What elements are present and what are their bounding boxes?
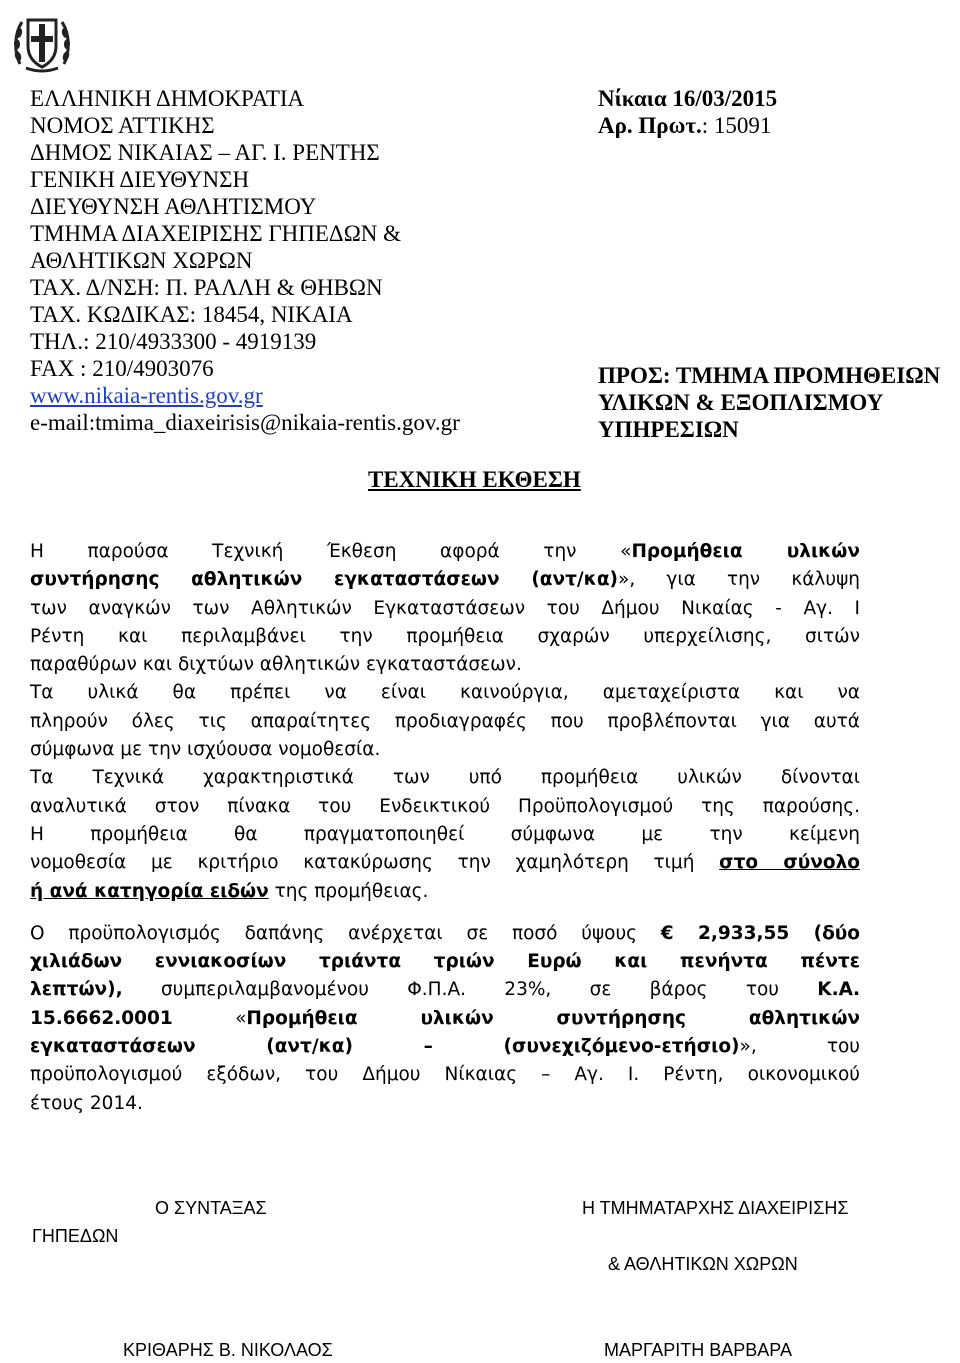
body-bold-text: Προμήθεια υλικών συντήρησης αθλητικών: [246, 1007, 860, 1029]
body-text: της προμήθειας.: [268, 880, 429, 902]
body-bold-text: συντήρησης αθλητικών εγκαταστάσεων (αντ/κα): [30, 569, 618, 591]
header-line: ΤΜΗΜΑ ΔΙΑΧΕΙΡΙΣΗΣ ΓΗΠΕΔΩΝ &: [30, 221, 402, 246]
body-underlined-text: ή ανά κατηγορία ειδών: [30, 880, 269, 902]
header-line: ΕΛΛΗΝΙΚΗ ΔΗΜΟΚΡΑΤΙΑ: [30, 86, 305, 111]
body-underlined-text: στο σύνολο: [719, 852, 861, 874]
signature-left-name: ΚΡΙΘΑΡΗΣ Β. ΝΙΚΟΛΑΟΣ: [123, 1340, 333, 1360]
signature-right-dept: & ΑΘΛΗΤΙΚΩΝ ΧΩΡΩΝ: [608, 1254, 798, 1274]
body-bold-text: € 2,933,55 (δύο: [660, 922, 860, 944]
body-text: Ο προϋπολογισμός δαπάνης ανέρχεται σε ποσό ύψους: [30, 922, 661, 944]
body-text: Τα υλικά θα πρέπει να είναι καινούργια, αμεταχείριστα και να: [30, 682, 860, 704]
header-line: ΔΗΜΟΣ ΝΙΚΑΙΑΣ – ΑΓ. Ι. ΡΕΝΤΗΣ: [30, 140, 380, 165]
body-text: Η παρούσα Τεχνική Έκθεση αφορά την «: [30, 541, 632, 562]
body-bold-text: 15.6662.0001: [30, 1007, 173, 1029]
header-line: ΓΕΝΙΚΗ ΔΙΕΥΘΥΝΣΗ: [30, 167, 250, 192]
body-bold-text: λεπτών),: [30, 979, 123, 1001]
body-bold-text: Προμήθεια υλικών: [631, 541, 860, 562]
header-line: ΤΑΧ. ΚΩΔΙΚΑΣ: 18454, ΝΙΚΑΙΑ: [30, 302, 353, 327]
recipient-line: ΥΛΙΚΩΝ & ΕΞΟΠΛΙΣΜΟΥ: [598, 390, 884, 415]
protocol-number: : 15091: [701, 113, 772, 138]
header-line: ΤΗΛ.: 210/4933300 - 4919139: [30, 329, 317, 354]
header-line: FAX : 210/4903076: [30, 356, 214, 381]
body-text: », για την κάλυψη: [618, 569, 860, 591]
body-text: αναλυτικά στον πίνακα του Ενδεικτικού Προϋπολογισμού της παρούσης.: [30, 795, 860, 817]
body-text: προϋπολογισμού εξόδων, του Δήμου Νίκαιας – Αγ. Ι. Ρέντη, οικονομικού: [30, 1064, 860, 1086]
header-line: ΝΟΜΟΣ ΑΤΤΙΚΗΣ: [30, 113, 215, 138]
body-text: συμπεριλαμβανομένου Φ.Π.Α. 23%, σε βάρος του: [122, 979, 818, 1001]
recipient-line: ΠΡΟΣ: ΤΜΗΜΑ ΠΡΟΜΗΘΕΙΩΝ: [598, 363, 941, 388]
body-bold-text: Κ.Α.: [817, 979, 860, 1001]
body-text: Τα Τεχνικά χαρακτηριστικά των υπό προμήθεια υλικών δίνονται: [30, 767, 860, 789]
paragraph-technical-report: [30, 538, 860, 906]
recipient-block: [598, 362, 940, 443]
website-link[interactable]: www.nikaia-rentis.gov.gr: [30, 383, 263, 408]
greek-emblem-icon: [12, 12, 72, 74]
protocol-label: Αρ. Πρωτ.: [598, 113, 702, 138]
recipient-line: ΥΠΗΡΕΣΙΩΝ: [598, 417, 739, 442]
body-bold-text: χιλιάδων εννιακοσίων τριάντα τριών Ευρώ και πενήντα πέντε: [30, 951, 860, 973]
header-line: ΤΑΧ. Δ/ΝΣΗ: Π. ΡΑΛΛΗ & ΘΗΒΩΝ: [30, 275, 383, 300]
body-text: πληρούν όλες τις απαραίτητες προδιαγραφές που προβλέπονται για αυτά: [30, 710, 860, 732]
body-text: έτους 2014.: [30, 1092, 143, 1114]
email-address: e-mail:tmima_diaxeirisis@nikaia-rentis.gov.gr: [30, 410, 460, 435]
signature-right-name: ΜΑΡΓΑΡΙΤΗ ΒΑΡΒΑΡΑ: [604, 1340, 792, 1360]
header-line: ΑΘΛΗΤΙΚΩΝ ΧΩΡΩΝ: [30, 248, 253, 273]
header-line: ΔΙΕΥΘΥΝΣΗ ΑΘΛΗΤΙΣΜΟΥ: [30, 194, 317, 219]
body-text: », του: [739, 1036, 860, 1058]
paragraph-budget: [30, 920, 860, 1118]
body-text: νομοθεσία με κριτήριο κατακύρωσης την χαμηλότερη τιμή: [30, 852, 720, 874]
place-date: Νίκαια 16/03/2015: [598, 86, 778, 111]
body-bold-text: εγκαταστάσεων (αντ/κα) – (συνεχιζόμενο-ετήσιο): [30, 1036, 740, 1058]
signature-left-dept: ΓΗΠΕΔΩΝ: [32, 1226, 119, 1246]
body-text: Η προμήθεια θα πραγματοποιηθεί σύμφωνα με την κείμενη: [30, 823, 860, 845]
signature-left-role: Ο ΣΥΝΤΑΞΑΣ: [155, 1198, 267, 1218]
signature-right-role: Η ΤΜΗΜΑΤΑΡΧΗΣ ΔΙΑΧΕΙΡΙΣΗΣ: [582, 1198, 849, 1218]
body-text: Ρέντη και περιλαμβάνει την προμήθεια σχαρών υπερχείλισης, σιτών: [30, 625, 860, 647]
body-text: των αναγκών των Αθλητικών Εγκαταστάσεων του Δήμου Νικαίας - Αγ. Ι: [30, 597, 860, 619]
document-title: ΤΕΧΝΙΚΗ ΕΚΘΕΣΗ: [368, 467, 581, 492]
body-text: «: [172, 1007, 247, 1029]
body-text: παραθύρων και διχτύων αθλητικών εγκαταστάσεων.: [30, 654, 522, 676]
document-body: [30, 538, 860, 1118]
document-meta: [598, 85, 777, 139]
body-text: σύμφωνα με την ισχύουσα νομοθεσία.: [30, 739, 381, 761]
sender-header: [30, 85, 460, 436]
